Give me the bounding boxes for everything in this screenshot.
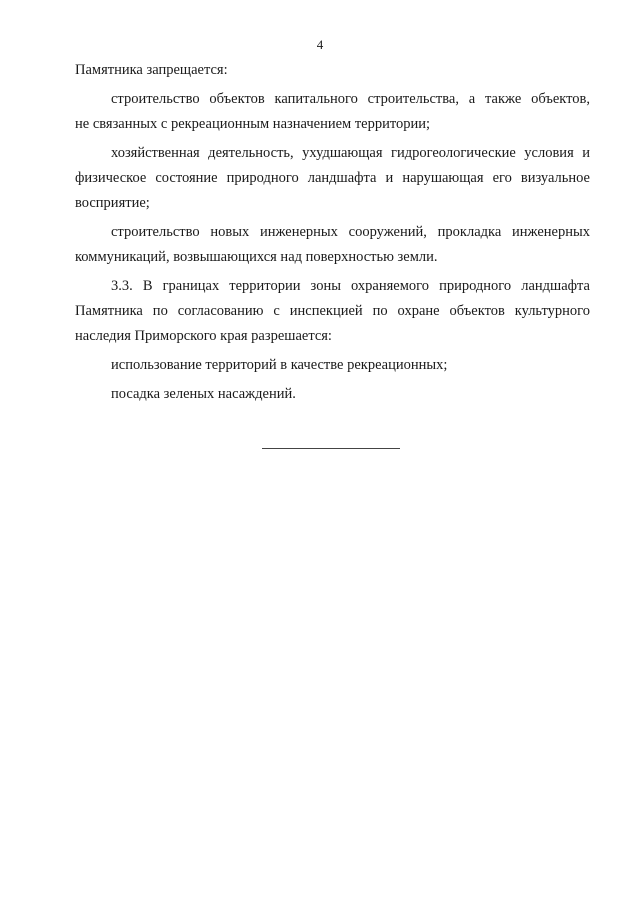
text-line: строительство новых инженерных сооружений, прокладка инженерных bbox=[111, 224, 590, 240]
document-body bbox=[75, 58, 590, 407]
text-line: Памятника по согласованию с инспекцией по охране объектов культурного bbox=[75, 303, 590, 319]
text-line: использование территорий в качестве рекреационных; bbox=[111, 357, 448, 373]
text-line: наследия Приморского края разрешается: bbox=[75, 328, 332, 344]
page-number: 4 bbox=[316, 37, 324, 52]
text-line: посадка зеленых насаждений. bbox=[111, 386, 296, 402]
text-line: строительство объектов капитального строительства, а также объектов, bbox=[111, 91, 590, 107]
text-line: 3.3. В границах территории зоны охраняемого природного ландшафта bbox=[111, 278, 590, 294]
text-line: не связанных с рекреационным назначением территории; bbox=[75, 116, 431, 132]
text-line: коммуникаций, возвышающихся над поверхностью земли. bbox=[75, 249, 438, 265]
text-line: Памятника запрещается: bbox=[75, 62, 228, 78]
text-line: восприятие; bbox=[75, 195, 150, 211]
text-line: физическое состояние природного ландшафта и нарушающая его визуальное bbox=[75, 170, 590, 186]
end-of-text-rule bbox=[262, 448, 400, 449]
text-line: хозяйственная деятельность, ухудшающая гидрогеологические условия и bbox=[111, 145, 590, 161]
